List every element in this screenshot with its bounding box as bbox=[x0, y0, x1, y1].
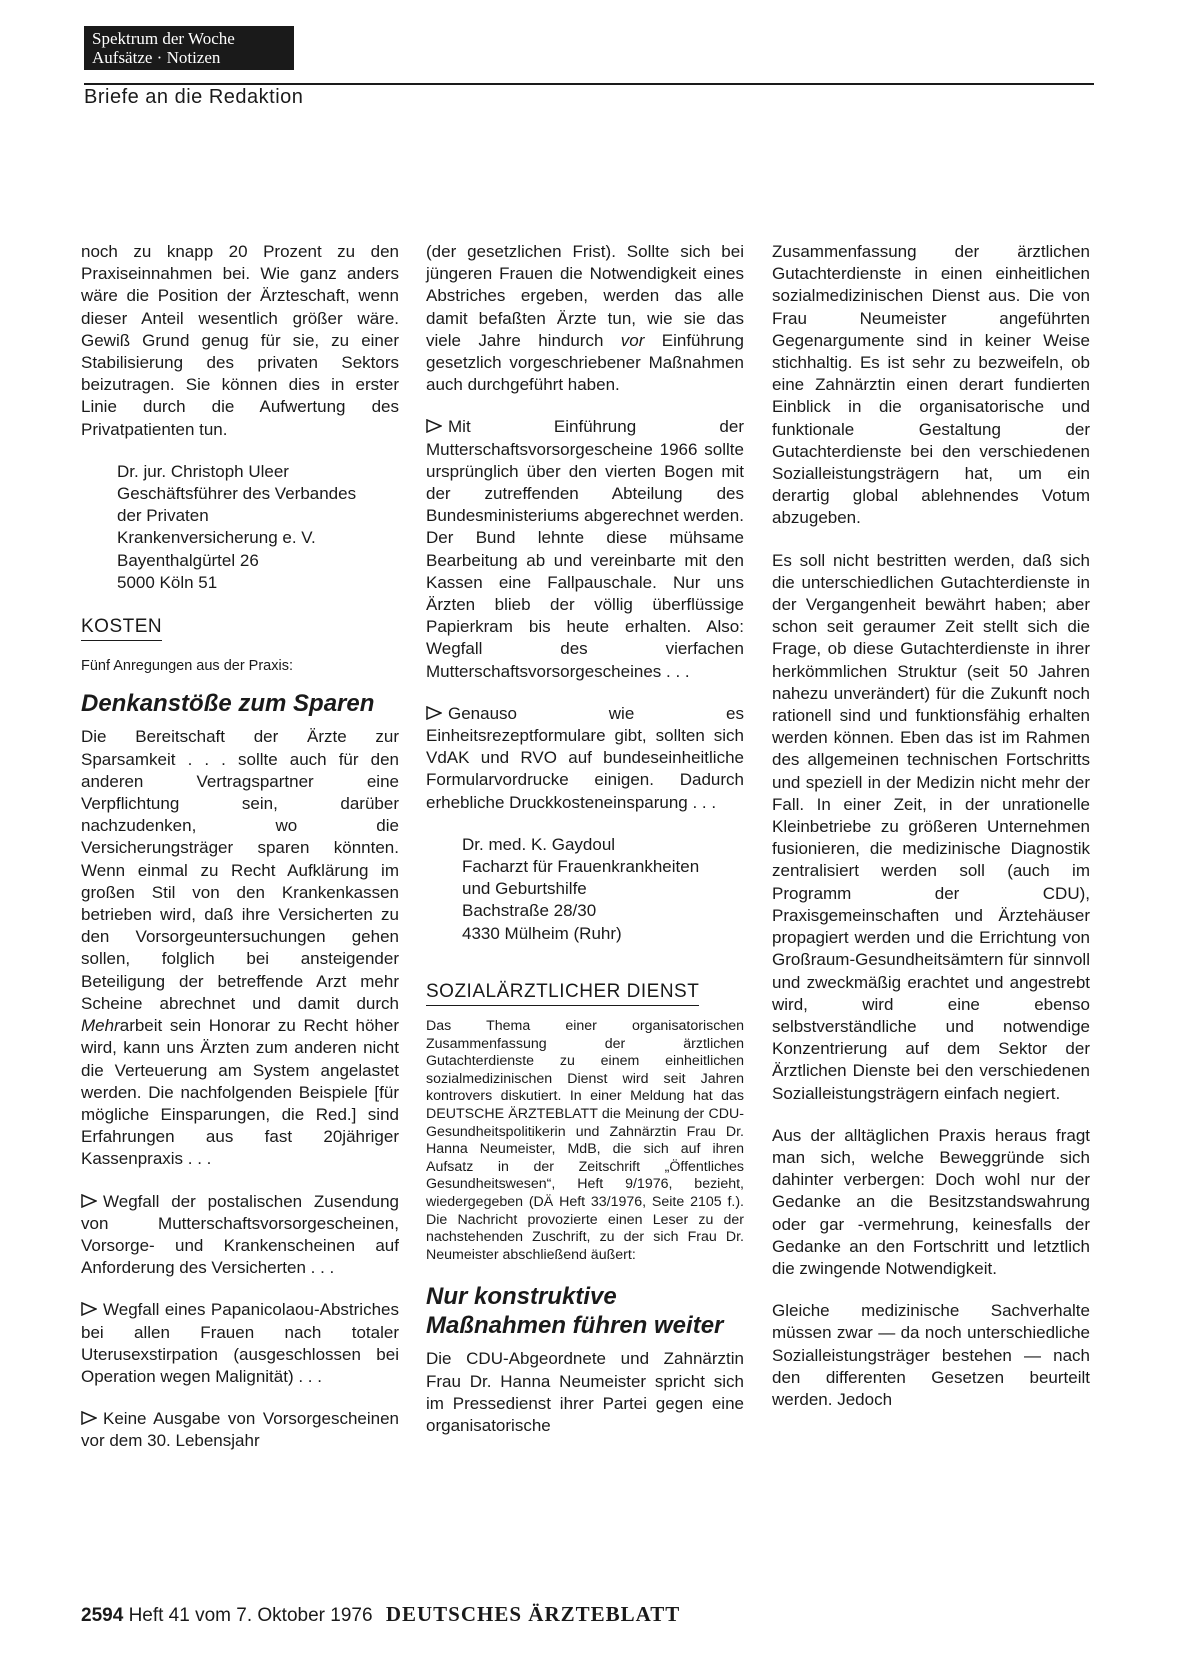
signature-line: Facharzt für Frauenkrankheiten bbox=[462, 857, 700, 877]
emphasis: Mehr bbox=[81, 1016, 120, 1036]
signature-line: Krankenversicherung e. V. bbox=[117, 528, 316, 548]
triangle-bullet-icon bbox=[81, 1408, 97, 1430]
signature-line: Dr. med. K. Gaydoul bbox=[462, 834, 616, 854]
paragraph: Aus der alltäglichen Praxis heraus fragt man sich, welche Beweggründe sich dahinter verbergen: Doch wohl nur der Gedanke an die Besitzstandswahrung oder gar -vermehrung, keinesfalls der Gedanke an den Fortschritt und letztlich die zwingende Notwendigkeit. bbox=[772, 1125, 1090, 1278]
text-run: Mit Einführung der Mutterschaftsvorsorgescheine 1966 sollte ursprünglich über den vierten Bogen mit der zutreffenden Abteilung des Bundesministeriums abgerechnet werden. Der Bund lehnte diese mühsame Bearbeitung ab und vereinbarte mit den Kassen eine Fallpauschale. Nur uns Ärzten blieb der völlig überflüssige Papierkram bis heute erhalten. Also: Wegfall des vierfachen Mutterschaftsvorsorgescheines . . . bbox=[426, 417, 744, 681]
bullet-paragraph bbox=[426, 416, 744, 682]
signature-line: Geschäftsführer des Verbandes bbox=[117, 484, 357, 504]
section-title: Briefe an die Redaktion bbox=[84, 86, 304, 108]
text-run: Wegfall der postalischen Zusendung von Mutterschaftsvorsorgescheinen, Vorsorge- und Krankenscheinen auf Anforderung des Versicherten . . . bbox=[81, 1191, 399, 1278]
header-rule bbox=[84, 83, 1094, 85]
text-run: Wegfall eines Papanicolaou-Abstriches bei allen Frauen nach totaler Uterusexstirpation (ausgeschlossen bei Operation wegen Malignität) . . . bbox=[81, 1300, 399, 1386]
bullet-paragraph bbox=[81, 1191, 399, 1280]
signature-line: Bayenthalgürtel 26 bbox=[117, 550, 259, 570]
issue-info: Heft 41 vom 7. Oktober 1976 bbox=[128, 1605, 373, 1626]
column-1 bbox=[81, 241, 399, 1453]
section-badge-line2: Aufsätze · Notizen bbox=[92, 48, 221, 67]
signature-line: 4330 Mülheim (Ruhr) bbox=[462, 923, 622, 943]
text-run: (der gesetzlichen Frist). Sollte sich bei jüngeren Frauen die Notwendigkeit eines Abstriches ergeben, werden das alle damit befaßten Ärzte tun, wie sie das viele Jahre hindurch bbox=[426, 242, 744, 350]
signature-block bbox=[117, 461, 399, 594]
signature-line: Dr. jur. Christoph Uleer bbox=[117, 461, 289, 481]
paragraph: noch zu knapp 20 Prozent zu den Praxiseinnahmen bei. Wie ganz anders wäre die Position der Ärzteschaft, wenn dieser Anteil wesentlich größer wäre. Gewiß Grund genug für sie, zu einer Stabilisierung des privaten Sektors beizutragen. Sie können dies in erster Linie durch die Aufwertung des Privatpatienten tun. bbox=[81, 242, 399, 439]
paragraph: Zusammenfassung der ärztlichen Gutachterdienste in einen einheitlichen sozialmedizinischen Dienst aus. Die von Frau Neumeister angeführten Gegenargumente sind in keiner Weise stichhaltig. Es ist sehr zu bezweifeln, ob eine Zahnärztin einen derart fundierten Einblick in die organisatorische und funktionale Gestaltung der Gutachterdienste bei den verschiedenen Sozialleistungsträgern hat, um ein derartig global ablehnendes Votum abzugeben. bbox=[772, 242, 1090, 528]
rubric-heading: SOZIALÄRZTLICHER DIENST bbox=[426, 981, 699, 1006]
bullet-paragraph bbox=[426, 703, 744, 814]
article-headline bbox=[426, 1282, 744, 1340]
article-headline: Denkanstöße zum Sparen bbox=[81, 690, 375, 718]
text-run: Keine Ausgabe von Vorsorgescheinen vor dem 30. Lebensjahr bbox=[81, 1409, 399, 1451]
editorial-intro: Das Thema einer organisatorischen Zusammenfassung der ärztlichen Gutachterdienste zu einem einheitlichen sozialmedizinischen Dienst wird seit Jahren kontrovers diskutiert. In einer Meldung hat das DEUTSCHE ÄRZTEBLATT die Meinung der CDU-Gesundheitspolitikerin und Zahnärztin Frau Dr. Hanna Neumeister, MdB, die sich auf ihren Aufsatz in der Zeitschrift „Öffentliches Gesundheitswesen“, Heft 9/1976, bezieht, wiedergegeben (DÄ Heft 33/1976, Seite 2105 f.). Die Nachricht provozierte einen Leser zu der nachstehenden Zuschrift, zu der sich Frau Dr. Neumeister abschließend äußert: bbox=[426, 1018, 744, 1263]
text-run: Die Bereitschaft der Ärzte zur Sparsamkeit . . . sollte auch für den anderen Vertragspartner eine Verpflichtung sein, darüber nachzudenken, wo die Versicherungsträger sparen könnten. Wenn einmal zu Recht Aufklärung im großen Stil von den Krankenkassen betrieben wird, daß ihre Versicherten zu den Vorsorgeuntersuchungen gehen sollen, folglich bei ansteigender Beteiligung der betreffende Arzt mehr Scheine abrechnet und damit durch bbox=[81, 727, 399, 1013]
signature-line: Bachstraße 28/30 bbox=[462, 901, 597, 921]
triangle-bullet-icon bbox=[81, 1191, 97, 1213]
paragraph bbox=[426, 241, 744, 396]
emphasis: vor bbox=[620, 330, 645, 350]
text-run: Genauso wie es Einheitsrezeptformulare gibt, sollten sich VdAK und RVO auf bundeseinheitliche Formularvordrucke einigen. Dadurch erhebliche Druckkosteneinsparung . . . bbox=[426, 703, 744, 812]
triangle-bullet-icon bbox=[81, 1299, 97, 1321]
paragraph: Gleiche medizinische Sachverhalte müssen zwar — da noch unterschiedliche Sozialleistungsträger bestehen — nach den differenten Gesetzen beurteilt werden. Jedoch bbox=[772, 1301, 1090, 1409]
headline-line: Maßnahmen führen weiter bbox=[426, 1312, 724, 1340]
column-2 bbox=[426, 241, 744, 1437]
bullet-paragraph bbox=[81, 1408, 399, 1452]
signature-line: 5000 Köln 51 bbox=[117, 572, 218, 592]
signature-line: und Geburtshilfe bbox=[462, 879, 587, 899]
section-badge-line1: Spektrum der Woche bbox=[92, 29, 235, 48]
signature-block bbox=[462, 834, 744, 945]
triangle-bullet-icon bbox=[426, 703, 442, 725]
signature-line: der Privaten bbox=[117, 506, 209, 526]
journal-name: DEUTSCHES ÄRZTEBLATT bbox=[385, 1602, 681, 1626]
paragraph: Es soll nicht bestritten werden, daß sich die unterschiedlichen Gutachterdienste in der Vergangenheit bewährt haben; aber schon seit geraumer Zeit stellt sich die Frage, ob diese Gutachterdienste in ihrer herkömmlichen Struktur (seit 50 Jahren nahezu unverändert) für die Zukunft noch rationell sind und funktionsfähig erhalten werden können. Eben das ist im Rahmen des allgemeinen technischen Fortschritts und speziell in der Medizin nicht mehr der Fall. In einer Zeit, in der unrationelle Kleinbetriebe zu größeren Unternehmen fusionieren, die medizinische Diagnostik zentralisiert werden soll (auch im Programm der CDU), Praxisgemeinschaften und Ärztehäuser propagiert werden und die Errichtung von Großraum-Gesundheitsämtern für sinnvoll und zweckmäßig erachtet und angestrebt wird, wird eine ebenso selbstverständliche und notwendige Konzentrierung auf dem Sektor der Ärztlichen Dienste bei den verschiedenen Sozialleistungsträgern einfach negiert. bbox=[772, 550, 1090, 1103]
section-badge bbox=[84, 26, 294, 70]
lead-line: Fünf Anregungen aus der Praxis: bbox=[81, 658, 293, 675]
triangle-bullet-icon bbox=[426, 416, 442, 438]
rubric-heading: KOSTEN bbox=[81, 616, 162, 641]
page-footer bbox=[81, 1602, 680, 1627]
headline-line: Nur konstruktive bbox=[426, 1283, 617, 1311]
bullet-paragraph bbox=[81, 1299, 399, 1388]
text-run: Einführung gesetzlich vorgeschriebener Maßnahmen auch durchgeführt haben. bbox=[426, 330, 744, 395]
paragraph: Die CDU-Abgeordnete und Zahnärztin Frau Dr. Hanna Neumeister spricht sich im Pressedienst ihrer Partei gegen eine organisatorische bbox=[426, 1349, 744, 1436]
paragraph bbox=[81, 726, 399, 1170]
column-3 bbox=[772, 241, 1090, 1411]
text-run: arbeit sein Honorar zu Recht höher wird, kann uns Ärzten zum anderen nicht die Verteuerung am System angelastet werden. Die nachfolgenden Beispiele [für mögliche Einsparungen, die Red.] sind Erfahrungen aus fast 20jähriger Kassenpraxis . . . bbox=[81, 1016, 399, 1169]
page-number: 2594 bbox=[81, 1605, 124, 1626]
